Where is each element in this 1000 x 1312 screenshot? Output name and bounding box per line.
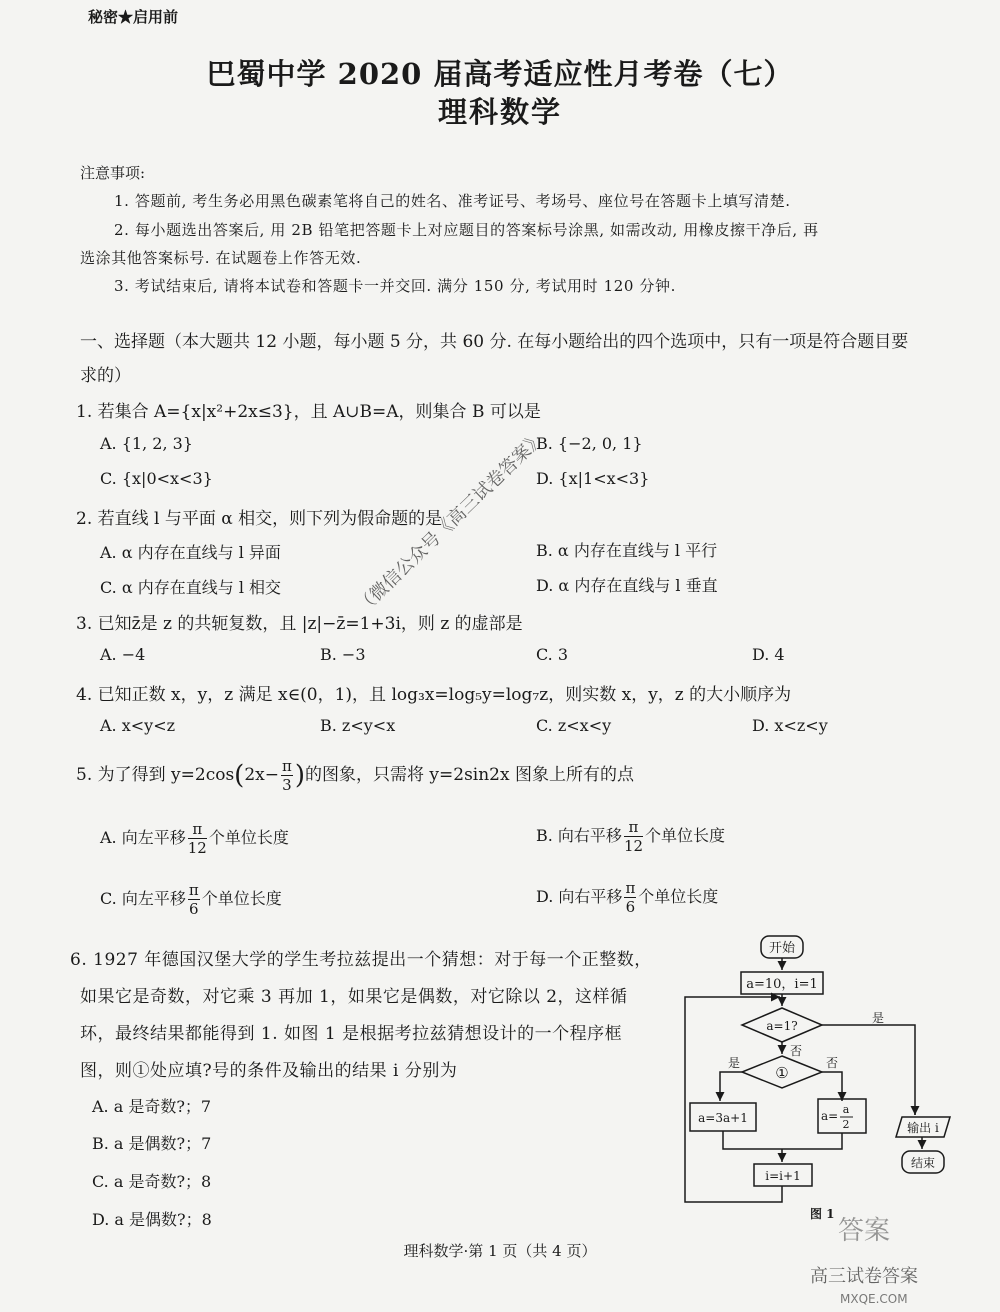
flowchart-even-numerator: a xyxy=(842,1103,850,1116)
question-5-argument: 2x− xyxy=(244,765,279,785)
question-2-option-d: D. α 内存在直线与 l 垂直 xyxy=(536,576,718,595)
diagonal-watermark: （微信公众号《高三试卷答案》 xyxy=(352,427,549,618)
notice-heading: 注意事项: xyxy=(80,164,146,182)
flowchart-odd-label: a=3a+1 xyxy=(698,1111,748,1125)
notice-item-2b: 选涂其他答案标号. 在试题卷上作答无效. xyxy=(80,249,362,267)
question-2-option-c: C. α 内存在直线与 l 相交 xyxy=(100,578,282,597)
flowchart-condition-1-label: a=1? xyxy=(766,1019,798,1033)
question-5-stem: 5. 为了得到 y=2cos(2x− $\frac{\pi}{3}$ )的图象，只需将 y=2sin2x 图象上所有的点 xyxy=(76,757,634,794)
question-4-stem: 4. 已知正数 x，y，z 满足 x∈(0，1)，且 log₃x=log₅y=log₇z，则实数 x，y，z 的大小顺序为 xyxy=(76,685,792,705)
confidential-label: 秘密★启用前 xyxy=(88,8,179,26)
flowchart-even-denominator: 2 xyxy=(842,1118,850,1131)
section-heading-cont: 求的） xyxy=(80,366,131,386)
question-3-stem: 3. 已知z̄是 z 的共轭复数，且 |z|−z̄=1+3i，则 z 的虚部是 xyxy=(76,614,523,634)
question-1-option-c: C. {x|0<x<3} xyxy=(100,469,213,488)
question-3-option-d: D. 4 xyxy=(752,645,785,664)
question-5-stem-start: 5. 为了得到 y=2cos xyxy=(76,765,235,785)
question-6-line-2: 如果它是奇数，对它乘 3 再加 1，如果它是偶数，对它除以 2，这样循 xyxy=(80,987,628,1007)
question-2-option-a: A. α 内存在直线与 l 异面 xyxy=(100,543,281,562)
question-1-option-d: D. {x|1<x<3} xyxy=(536,469,650,488)
question-6-line-3: 环，最终结果都能得到 1. 如图 1 是根据考拉兹猜想设计的一个程序框 xyxy=(80,1024,623,1044)
flowchart-no-label: 否 xyxy=(790,1044,803,1058)
flowchart-increment-label: i=i+1 xyxy=(765,1169,801,1183)
question-4-option-d: D. x<z<y xyxy=(752,716,828,735)
question-1-option-b: B. {−2, 0, 1} xyxy=(536,434,643,453)
fraction-pi-over-6: $\frac{\pi}{6}$ xyxy=(625,879,636,916)
flowchart-yes-label: 是 xyxy=(872,1011,885,1025)
flowchart-figure xyxy=(660,925,960,1225)
fraction-pi-over-3: $\frac{\pi}{3}$ xyxy=(281,757,292,794)
flowchart-output-label: 输出 i xyxy=(907,1121,939,1135)
question-5-option-a: A. 向左平移 $\frac{\pi}{12}$ 个单位长度 xyxy=(100,820,289,857)
exam-title: 巴蜀中学 2020 届高考适应性月考卷（七） xyxy=(206,57,794,91)
question-2-option-b: B. α 内存在直线与 l 平行 xyxy=(536,541,718,560)
section-heading: 一、选择题（本大题共 12 小题，每小题 5 分，共 60 分. 在每小题给出的四个选项中，只有一项是符合题目要 xyxy=(80,332,909,352)
question-6-option-d: D. a 是偶数?；8 xyxy=(92,1210,212,1229)
question-5-stem-end: 的图象，只需将 y=2sin2x 图象上所有的点 xyxy=(305,765,634,785)
fraction-pi-over-6: $\frac{\pi}{6}$ xyxy=(188,881,199,918)
exam-subtitle: 理科数学 xyxy=(437,95,562,129)
notice-item-1: 1. 答题前, 考生务必用黑色碳素笔将自己的姓名、准考证号、考场号、座位号在答题卡上填写清楚. xyxy=(114,192,791,210)
question-6-option-c: C. a 是奇数?；8 xyxy=(92,1172,212,1191)
figure-caption: 图 1 xyxy=(810,1207,835,1221)
question-4-option-a: A. x<y<z xyxy=(100,716,176,735)
question-4-option-c: C. z<x<y xyxy=(536,716,612,735)
logo-watermark: 答案 xyxy=(838,1216,891,1246)
question-3-option-a: A. −4 xyxy=(100,645,146,664)
flowchart-init-label: a=10，i=1 xyxy=(746,977,818,992)
question-6-line-4: 图，则①处应填?号的条件及输出的结果 i 分别为 xyxy=(80,1061,458,1081)
question-6-option-a: A. a 是奇数?；7 xyxy=(92,1097,212,1116)
flowchart-even-label: a= xyxy=(821,1109,839,1123)
fraction-pi-over-12: $\frac{\pi}{12}$ xyxy=(623,818,644,855)
question-5-option-c: C. 向左平移 $\frac{\pi}{6}$ 个单位长度 xyxy=(100,881,282,918)
question-6-option-b: B. a 是偶数?；7 xyxy=(92,1134,212,1153)
question-3-option-c: C. 3 xyxy=(536,645,569,664)
flowchart-yes-label-2: 是 xyxy=(728,1056,741,1070)
corner-watermark: 高三试卷答案 xyxy=(810,1266,918,1287)
fraction-pi-over-12: $\frac{\pi}{12}$ xyxy=(187,820,207,857)
question-4-option-b: B. z<y<x xyxy=(320,716,396,735)
question-5-option-d: D. 向右平移 $\frac{\pi}{6}$ 个单位长度 xyxy=(536,879,719,916)
question-1-stem: 1. 若集合 A={x|x²+2x≤3}，且 A∪B=A，则集合 B 可以是 xyxy=(76,402,541,422)
question-3-option-b: B. −3 xyxy=(320,645,366,664)
site-watermark: MXQE.COM xyxy=(840,1292,908,1306)
question-6-line-1: 6. 1927 年德国汉堡大学的学生考拉兹提出一个猜想：对于每一个正整数， xyxy=(70,950,652,970)
question-5-option-b: B. 向右平移 $\frac{\pi}{12}$ 个单位长度 xyxy=(536,818,726,855)
notice-item-2a: 2. 每小题选出答案后, 用 2B 铅笔把答题卡上对应题目的答案标号涂黑, 如需改动, 用橡皮擦干净后, 再 xyxy=(114,221,819,239)
question-2-stem: 2. 若直线 l 与平面 α 相交，则下列为假命题的是 xyxy=(76,509,443,529)
flowchart-condition-2-label: ① xyxy=(775,1064,789,1082)
flowchart-end-label: 结束 xyxy=(910,1156,936,1170)
page-footer: 理科数学·第 1 页（共 4 页） xyxy=(403,1242,597,1260)
question-1-option-a: A. {1, 2, 3} xyxy=(100,434,193,453)
flowchart-start-label: 开始 xyxy=(768,941,796,956)
notice-item-3: 3. 考试结束后, 请将本试卷和答题卡一并交回. 满分 150 分, 考试用时 120 分钟. xyxy=(114,277,676,295)
flowchart-no-label-2: 否 xyxy=(826,1056,839,1070)
